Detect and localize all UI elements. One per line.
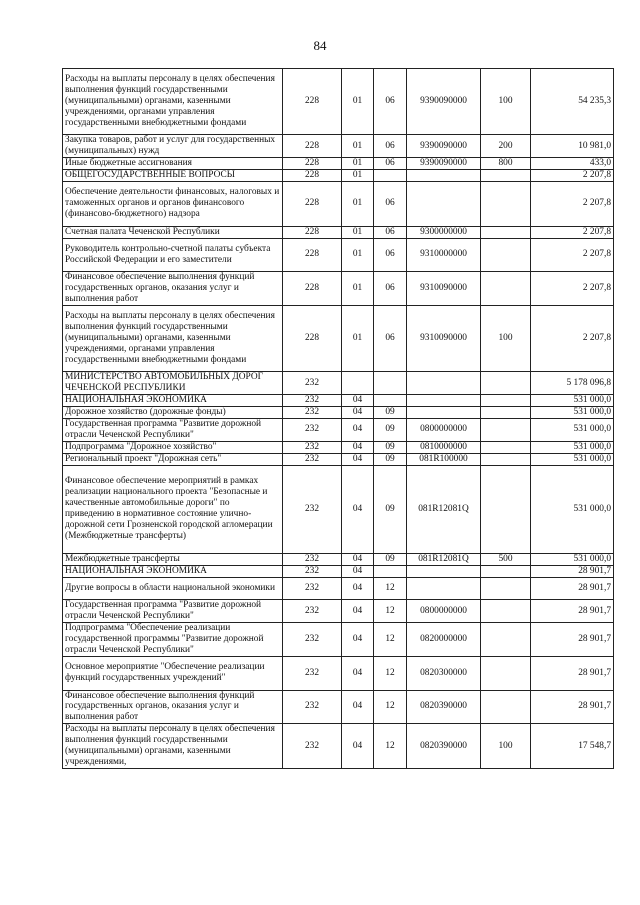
ministry-code-cell: 228 xyxy=(283,238,342,272)
expense-type-cell xyxy=(481,623,531,657)
table-row xyxy=(63,182,614,227)
ministry-code-cell: 232 xyxy=(283,418,342,441)
table-row xyxy=(63,226,614,238)
table-row xyxy=(63,395,614,407)
table-row xyxy=(63,69,614,135)
section-code-cell: 01 xyxy=(342,272,374,306)
table-row xyxy=(63,565,614,577)
subsection-code-cell: 12 xyxy=(374,656,407,690)
amount-cell: 28 901,7 xyxy=(531,690,614,724)
subsection-code-cell xyxy=(374,372,407,395)
section-code-cell xyxy=(342,372,374,395)
expense-type-cell xyxy=(481,238,531,272)
row-name-cell: Финансовое обеспечение выполнения функций государственных органов, оказания услуг и выполнения работ xyxy=(63,272,283,306)
ministry-code-cell: 232 xyxy=(283,395,342,407)
table-row xyxy=(63,623,614,657)
table-row xyxy=(63,238,614,272)
ministry-code-cell: 228 xyxy=(283,272,342,306)
subsection-code-cell: 06 xyxy=(374,226,407,238)
amount-cell: 2 207,8 xyxy=(531,305,614,371)
section-code-cell: 04 xyxy=(342,453,374,465)
amount-cell: 28 901,7 xyxy=(531,565,614,577)
expense-type-cell: 100 xyxy=(481,305,531,371)
target-article-cell: 9390090000 xyxy=(407,158,481,170)
section-code-cell: 01 xyxy=(342,170,374,182)
section-code-cell: 01 xyxy=(342,182,374,227)
section-code-cell: 04 xyxy=(342,565,374,577)
target-article-cell: 9390090000 xyxy=(407,135,481,158)
ministry-code-cell: 232 xyxy=(283,372,342,395)
subsection-code-cell: 06 xyxy=(374,272,407,306)
expense-type-cell: 500 xyxy=(481,553,531,565)
subsection-code-cell: 12 xyxy=(374,690,407,724)
ministry-code-cell: 228 xyxy=(283,226,342,238)
subsection-code-cell: 06 xyxy=(374,135,407,158)
amount-cell: 10 981,0 xyxy=(531,135,614,158)
amount-cell: 531 000,0 xyxy=(531,453,614,465)
amount-cell: 54 235,3 xyxy=(531,69,614,135)
ministry-code-cell: 232 xyxy=(283,441,342,453)
table-row xyxy=(63,656,614,690)
table-row xyxy=(63,418,614,441)
budget-table xyxy=(62,68,614,769)
subsection-code-cell: 09 xyxy=(374,418,407,441)
target-article-cell xyxy=(407,182,481,227)
section-code-cell: 04 xyxy=(342,600,374,623)
table-row xyxy=(63,600,614,623)
amount-cell: 28 901,7 xyxy=(531,656,614,690)
expense-type-cell xyxy=(481,565,531,577)
target-article-cell: 0800000000 xyxy=(407,418,481,441)
subsection-code-cell: 12 xyxy=(374,623,407,657)
table-row xyxy=(63,372,614,395)
amount-cell: 17 548,7 xyxy=(531,724,614,769)
section-code-cell: 04 xyxy=(342,407,374,419)
target-article-cell: 9310090000 xyxy=(407,272,481,306)
row-name-cell: Финансовое обеспечение мероприятий в рамках реализации национального проекта "Безопасные и качественные автомобильные дороги" по приведению в нормативное состояние улично-дорожной сети Грозненской городской агломерации (Межбюджетные трансферты) xyxy=(63,465,283,553)
table-row xyxy=(63,724,614,769)
target-article-cell: 081R100000 xyxy=(407,453,481,465)
table-row xyxy=(63,272,614,306)
section-code-cell: 04 xyxy=(342,441,374,453)
expense-type-cell: 100 xyxy=(481,69,531,135)
section-code-cell: 01 xyxy=(342,226,374,238)
subsection-code-cell: 06 xyxy=(374,69,407,135)
amount-cell: 531 000,0 xyxy=(531,465,614,553)
amount-cell: 531 000,0 xyxy=(531,418,614,441)
target-article-cell: 9310000000 xyxy=(407,238,481,272)
subsection-code-cell: 09 xyxy=(374,465,407,553)
row-name-cell: Руководитель контрольно-счетной палаты субъекта Российской Федерации и его заместители xyxy=(63,238,283,272)
row-name-cell: ОБЩЕГОСУДАРСТВЕННЫЕ ВОПРОСЫ xyxy=(63,170,283,182)
row-name-cell: Межбюджетные трансферты xyxy=(63,553,283,565)
amount-cell: 531 000,0 xyxy=(531,407,614,419)
amount-cell: 2 207,8 xyxy=(531,238,614,272)
expense-type-cell xyxy=(481,170,531,182)
ministry-code-cell: 232 xyxy=(283,453,342,465)
row-name-cell: Государственная программа "Развитие дорожной отрасли Чеченской Республики" xyxy=(63,418,283,441)
subsection-code-cell: 12 xyxy=(374,600,407,623)
row-name-cell: Дорожное хозяйство (дорожные фонды) xyxy=(63,407,283,419)
target-article-cell xyxy=(407,372,481,395)
expense-type-cell xyxy=(481,407,531,419)
ministry-code-cell: 232 xyxy=(283,600,342,623)
row-name-cell: Счетная палата Чеченской Республики xyxy=(63,226,283,238)
amount-cell: 2 207,8 xyxy=(531,170,614,182)
expense-type-cell xyxy=(481,395,531,407)
expense-type-cell xyxy=(481,577,531,600)
table-row xyxy=(63,453,614,465)
row-name-cell: НАЦИОНАЛЬНАЯ ЭКОНОМИКА xyxy=(63,395,283,407)
ministry-code-cell: 228 xyxy=(283,69,342,135)
subsection-code-cell: 09 xyxy=(374,441,407,453)
target-article-cell: 0820000000 xyxy=(407,623,481,657)
table-row xyxy=(63,135,614,158)
row-name-cell: Финансовое обеспечение выполнения функций государственных органов, оказания услуг и выполнения работ xyxy=(63,690,283,724)
section-code-cell: 04 xyxy=(342,656,374,690)
expense-type-cell xyxy=(481,453,531,465)
target-article-cell: 081R12081Q xyxy=(407,553,481,565)
target-article-cell xyxy=(407,565,481,577)
section-code-cell: 01 xyxy=(342,238,374,272)
table-row xyxy=(63,553,614,565)
amount-cell: 2 207,8 xyxy=(531,272,614,306)
row-name-cell: Расходы на выплаты персоналу в целях обеспечения выполнения функций государственными (муниципальными) органами, казенными учреждениями, органами управления государственными внебюджетными фондами xyxy=(63,305,283,371)
target-article-cell: 0810000000 xyxy=(407,441,481,453)
table-row xyxy=(63,465,614,553)
section-code-cell: 04 xyxy=(342,395,374,407)
subsection-code-cell: 09 xyxy=(374,553,407,565)
row-name-cell: Закупка товаров, работ и услуг для государственных (муниципальных) нужд xyxy=(63,135,283,158)
amount-cell: 2 207,8 xyxy=(531,226,614,238)
expense-type-cell xyxy=(481,441,531,453)
expense-type-cell xyxy=(481,272,531,306)
table-row xyxy=(63,158,614,170)
subsection-code-cell: 09 xyxy=(374,407,407,419)
subsection-code-cell xyxy=(374,395,407,407)
target-article-cell: 0820390000 xyxy=(407,724,481,769)
ministry-code-cell: 232 xyxy=(283,690,342,724)
expense-type-cell xyxy=(481,372,531,395)
row-name-cell: Расходы на выплаты персоналу в целях обеспечения выполнения функций государственными (муниципальными) органами, казенными учреждениями, органами управления государственными внебюджетными фондами xyxy=(63,69,283,135)
target-article-cell xyxy=(407,577,481,600)
ministry-code-cell: 232 xyxy=(283,577,342,600)
row-name-cell: Расходы на выплаты персоналу в целях обеспечения выполнения функций государственными (муниципальными) органами, казенными учреждениями, xyxy=(63,724,283,769)
table-row xyxy=(63,305,614,371)
expense-type-cell xyxy=(481,656,531,690)
amount-cell: 5 178 096,8 xyxy=(531,372,614,395)
target-article-cell: 0820300000 xyxy=(407,656,481,690)
section-code-cell: 04 xyxy=(342,577,374,600)
target-article-cell: 9390090000 xyxy=(407,69,481,135)
subsection-code-cell: 12 xyxy=(374,724,407,769)
row-name-cell: Подпрограмма "Обеспечение реализации государственной программы "Развитие дорожной отрасли Чеченской Республики" xyxy=(63,623,283,657)
ministry-code-cell: 232 xyxy=(283,465,342,553)
table-row xyxy=(63,577,614,600)
amount-cell: 28 901,7 xyxy=(531,623,614,657)
expense-type-cell xyxy=(481,465,531,553)
expense-type-cell: 800 xyxy=(481,158,531,170)
row-name-cell: НАЦИОНАЛЬНАЯ ЭКОНОМИКА xyxy=(63,565,283,577)
subsection-code-cell: 09 xyxy=(374,453,407,465)
ministry-code-cell: 228 xyxy=(283,158,342,170)
expense-type-cell xyxy=(481,182,531,227)
table-row xyxy=(63,441,614,453)
section-code-cell: 01 xyxy=(342,305,374,371)
section-code-cell: 04 xyxy=(342,690,374,724)
ministry-code-cell: 232 xyxy=(283,407,342,419)
row-name-cell: Обеспечение деятельности финансовых, налоговых и таможенных органов и органов финансового (финансово-бюджетного) надзора xyxy=(63,182,283,227)
expense-type-cell xyxy=(481,418,531,441)
ministry-code-cell: 232 xyxy=(283,553,342,565)
section-code-cell: 01 xyxy=(342,69,374,135)
section-code-cell: 01 xyxy=(342,135,374,158)
row-name-cell: Иные бюджетные ассигнования xyxy=(63,158,283,170)
expense-type-cell: 100 xyxy=(481,724,531,769)
ministry-code-cell: 228 xyxy=(283,170,342,182)
amount-cell: 2 207,8 xyxy=(531,182,614,227)
ministry-code-cell: 228 xyxy=(283,182,342,227)
subsection-code-cell xyxy=(374,170,407,182)
ministry-code-cell: 232 xyxy=(283,565,342,577)
row-name-cell: Основное мероприятие "Обеспечение реализации функций государственных учреждений" xyxy=(63,656,283,690)
page-number: 84 xyxy=(313,38,327,53)
section-code-cell: 04 xyxy=(342,623,374,657)
ministry-code-cell: 232 xyxy=(283,623,342,657)
target-article-cell xyxy=(407,170,481,182)
table-row xyxy=(63,690,614,724)
row-name-cell: Региональный проект "Дорожная сеть" xyxy=(63,453,283,465)
amount-cell: 28 901,7 xyxy=(531,577,614,600)
subsection-code-cell xyxy=(374,565,407,577)
row-name-cell: МИНИСТЕРСТВО АВТОМОБИЛЬНЫХ ДОРОГ ЧЕЧЕНСКОЙ РЕСПУБЛИКИ xyxy=(63,372,283,395)
subsection-code-cell: 06 xyxy=(374,238,407,272)
target-article-cell: 9310090000 xyxy=(407,305,481,371)
expense-type-cell: 200 xyxy=(481,135,531,158)
amount-cell: 433,0 xyxy=(531,158,614,170)
subsection-code-cell: 12 xyxy=(374,577,407,600)
amount-cell: 531 000,0 xyxy=(531,553,614,565)
row-name-cell: Государственная программа "Развитие дорожной отрасли Чеченской Республики" xyxy=(63,600,283,623)
row-name-cell: Другие вопросы в области национальной экономики xyxy=(63,577,283,600)
expense-type-cell xyxy=(481,226,531,238)
section-code-cell: 04 xyxy=(342,724,374,769)
target-article-cell: 9300000000 xyxy=(407,226,481,238)
expense-type-cell xyxy=(481,690,531,724)
ministry-code-cell: 228 xyxy=(283,305,342,371)
row-name-cell: Подпрограмма "Дорожное хозяйство" xyxy=(63,441,283,453)
amount-cell: 531 000,0 xyxy=(531,441,614,453)
target-article-cell: 081R12081Q xyxy=(407,465,481,553)
section-code-cell: 04 xyxy=(342,553,374,565)
table-row xyxy=(63,170,614,182)
target-article-cell xyxy=(407,395,481,407)
section-code-cell: 01 xyxy=(342,158,374,170)
ministry-code-cell: 232 xyxy=(283,724,342,769)
amount-cell: 28 901,7 xyxy=(531,600,614,623)
target-article-cell: 0800000000 xyxy=(407,600,481,623)
subsection-code-cell: 06 xyxy=(374,305,407,371)
subsection-code-cell: 06 xyxy=(374,182,407,227)
target-article-cell xyxy=(407,407,481,419)
ministry-code-cell: 228 xyxy=(283,135,342,158)
section-code-cell: 04 xyxy=(342,418,374,441)
target-article-cell: 0820390000 xyxy=(407,690,481,724)
expense-type-cell xyxy=(481,600,531,623)
table-row xyxy=(63,407,614,419)
section-code-cell: 04 xyxy=(342,465,374,553)
ministry-code-cell: 232 xyxy=(283,656,342,690)
amount-cell: 531 000,0 xyxy=(531,395,614,407)
subsection-code-cell: 06 xyxy=(374,158,407,170)
